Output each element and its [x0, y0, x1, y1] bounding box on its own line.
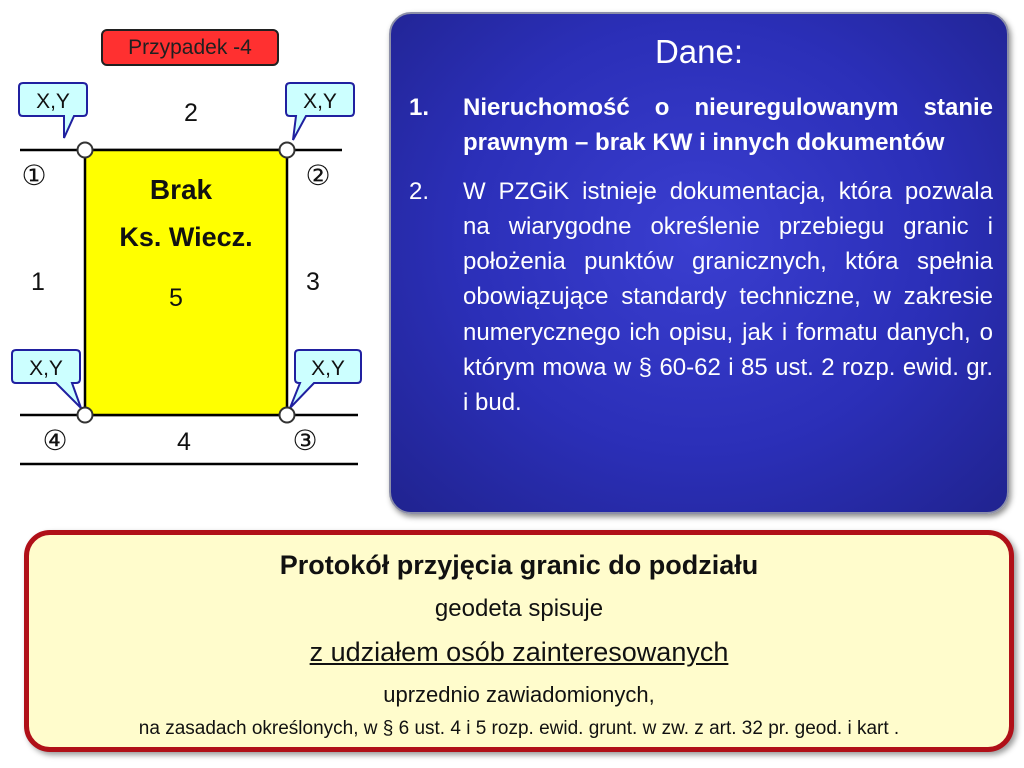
dane-title-colon: : [733, 33, 744, 70]
dane-title [391, 32, 1007, 72]
protocol-line-3: uprzednio zawiadomionych, [383, 682, 655, 707]
corner-point-1 [78, 143, 93, 158]
neighbor-parcel-right: 3 [306, 268, 320, 296]
dane-item-1 [409, 90, 993, 161]
callout-top-left-text: X,Y [36, 90, 70, 113]
corner-point-3 [280, 408, 295, 423]
protocol-line-1: geodeta spisuje [434, 595, 604, 622]
dane-item-1-number: 1. [409, 94, 430, 121]
corner-point-4 [78, 408, 93, 423]
parcel-title: Brak [149, 174, 213, 205]
parcel-number: 5 [169, 284, 183, 312]
dane-item-2-number: 2. [409, 177, 430, 205]
protocol-line-4: na zasadach określonych, w § 6 ust. 4 i 5 rozp. ewid. grunt. w zw. z art. 32 pr. geod. i kart . [138, 718, 900, 739]
dane-item-2 [409, 174, 993, 421]
callout-bottom-left [12, 350, 81, 408]
dane-panel [389, 12, 1009, 514]
point-marker-2: ② [305, 160, 331, 191]
callout-top-left [19, 83, 87, 138]
protocol-line-2: z udziałem osób zainteresowanych [309, 637, 729, 667]
point-marker-4: ④ [42, 425, 68, 456]
protocol-panel [24, 530, 1014, 752]
neighbor-parcel-bottom: 4 [177, 428, 191, 456]
point-marker-1: ① [21, 160, 47, 191]
point-marker-3: ③ [292, 425, 318, 456]
neighbor-parcel-left: 1 [31, 268, 45, 296]
callout-bottom-right [290, 350, 361, 408]
protocol-title: Protokół przyjęcia granic do podziału [279, 550, 759, 580]
parcel-subtitle: Ks. Wiecz. [119, 222, 253, 252]
case-label-badge: Przypadek -4 [101, 29, 279, 66]
neighbor-parcel-top: 2 [184, 99, 198, 127]
callout-top-right-text: X,Y [303, 90, 337, 113]
parcel-diagram [0, 0, 380, 480]
dane-title-text: Dane [654, 33, 734, 70]
dane-item-1-text: Nieruchomość o nieuregulowanym stanie prawnym – brak KW i innych dokumentów [463, 94, 993, 157]
callout-bottom-left-text: X,Y [29, 357, 63, 380]
callout-bottom-right-text: X,Y [311, 357, 345, 380]
corner-point-2 [280, 143, 295, 158]
callout-top-right [286, 83, 354, 140]
dane-item-2-text: W PZGiK istnieje dokumentacja, która pozwala na wiarygodne określenie przebiegu granic i położenia punktów granicznych, która spełnia obowiązujące standardy techniczne, w zakresie numerycznego ich opisu, jak i formatu danych, o którym mowa w § 60-62 i 85 ust. 2 rozp. ewid. gr. i bud. [463, 177, 993, 417]
dane-list [409, 90, 993, 421]
